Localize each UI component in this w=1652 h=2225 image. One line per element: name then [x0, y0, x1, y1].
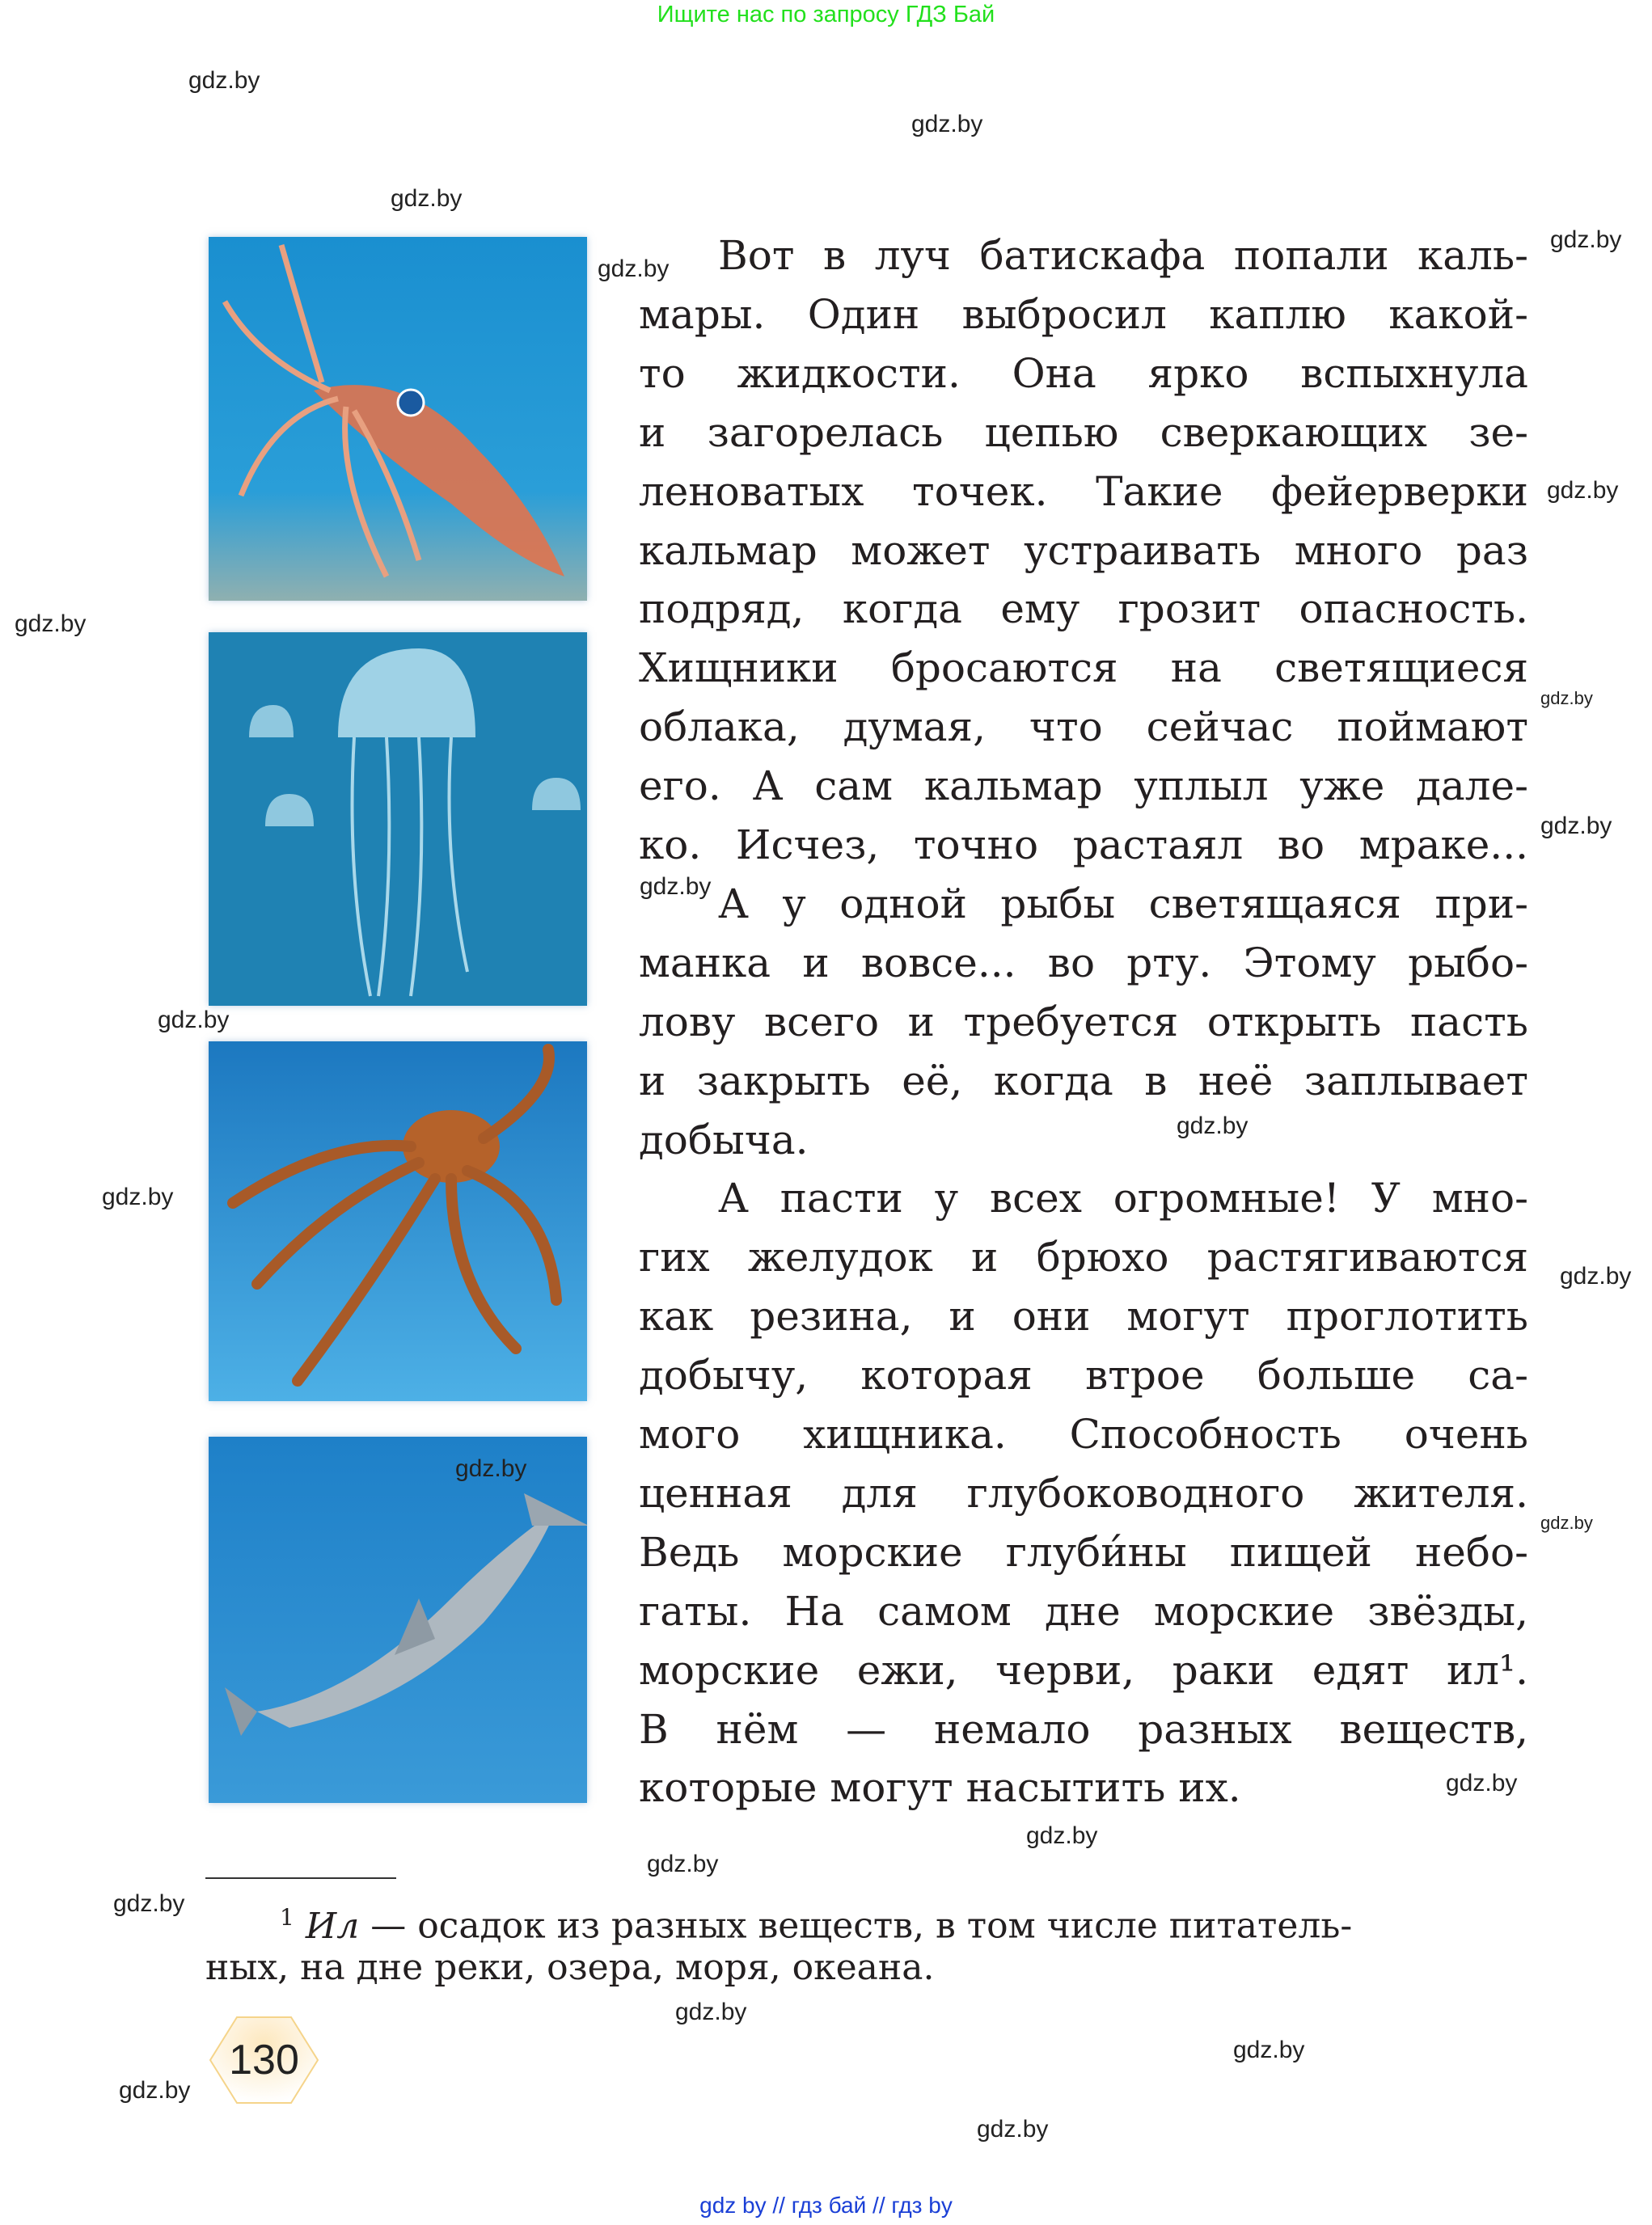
text-line: А пасти у всех огромные! У мно-	[718, 1175, 1528, 1222]
text-line: манка и вовсе... во рту. Этому рыбо-	[639, 939, 1528, 986]
text-line: и загорелась цепью сверкающих зе-	[639, 408, 1528, 456]
watermark: gdz.by	[119, 2077, 191, 2104]
watermark: gdz.by	[1233, 2037, 1305, 2063]
footer-links[interactable]: gdz by // гдз бай // гдз by	[699, 2193, 953, 2218]
watermark: gdz.by	[188, 67, 260, 94]
text-line: Хищники бросаются на светящиеся	[639, 644, 1528, 692]
text-line: А у одной рыбы светящаяся при-	[718, 880, 1528, 927]
text-line: мары. Один выбросил каплю какой-	[639, 290, 1528, 338]
page-number: 130	[229, 2037, 299, 2084]
watermark: gdz.by	[455, 1455, 527, 1482]
watermark: gdz.by	[1446, 1770, 1518, 1796]
footnote-marker: 1	[280, 1904, 294, 1931]
text-line: Ведь морские глуби́ны пищей небо-	[639, 1528, 1528, 1576]
text-line: как резина, и они могут проглотить	[639, 1293, 1528, 1340]
watermark: gdz.by	[1177, 1112, 1249, 1139]
watermark: gdz.by	[1540, 1513, 1593, 1533]
text-line: В нём — немало разных веществ,	[639, 1705, 1528, 1753]
watermark: gdz.by	[977, 2116, 1049, 2143]
watermark: gdz.by	[15, 610, 87, 637]
watermark: gdz.by	[598, 255, 670, 282]
octopus-photo	[209, 1041, 587, 1401]
watermark: gdz.by	[647, 1851, 719, 1877]
text-line: морские ежи, черви, раки едят ил¹.	[639, 1646, 1528, 1694]
text-line: то жидкости. Она ярко вспыхнула	[639, 349, 1528, 397]
text-line: лову всего и требуется открыть пасть	[639, 998, 1528, 1045]
text-line: и закрыть её, когда в неё заплывает	[639, 1057, 1528, 1104]
watermark: gdz.by	[102, 1184, 174, 1210]
footnote-line-1	[205, 1894, 1352, 1950]
watermark: gdz.by	[640, 873, 712, 900]
watermark: gdz.by	[113, 1890, 185, 1917]
text-line: облака, думая, что сейчас поймают	[639, 703, 1528, 751]
shark-photo	[209, 1437, 587, 1803]
watermark: gdz.by	[1026, 1822, 1098, 1849]
watermark: gdz.by	[1547, 477, 1619, 504]
text-line: кальмар может устраивать много раз	[639, 526, 1528, 574]
text-line: гих желудок и брюхо растягиваются	[639, 1234, 1528, 1281]
footnote-line-2: ных, на дне реки, озера, моря, океана.	[205, 1947, 935, 1988]
watermark: gdz.by	[675, 1999, 747, 2025]
text-line: ко. Исчез, точно растаял во мраке...	[639, 821, 1528, 868]
text-line: его. А сам кальмар уплыл уже дале-	[639, 762, 1528, 810]
jellyfish-photo	[209, 632, 587, 1006]
squid-photo	[209, 237, 587, 601]
footnote-term: Ил	[305, 1905, 360, 1947]
text-line: гаты. На самом дне морские звёзды,	[639, 1587, 1528, 1635]
watermark: gdz.by	[1540, 688, 1593, 708]
text-line: ценная для глубоководного жителя.	[639, 1469, 1528, 1517]
text-line: Вот в луч батискафа попали каль-	[718, 232, 1528, 279]
text-line: добычу, которая втрое больше са-	[639, 1352, 1528, 1400]
footnote-definition: — осадок из разных веществ, в том числе питатель-	[359, 1905, 1353, 1947]
top-banner: Ищите нас по запросу ГДЗ Бай	[657, 2, 995, 27]
text-line: которые могут насытить их.	[639, 1764, 1241, 1812]
watermark: gdz.by	[1560, 1263, 1632, 1290]
watermark: gdz.by	[158, 1007, 230, 1033]
watermark: gdz.by	[1540, 813, 1612, 839]
watermark: gdz.by	[391, 185, 463, 212]
watermark: gdz.by	[1550, 226, 1622, 253]
text-line: подряд, когда ему грозит опасность.	[639, 585, 1528, 633]
footnote-divider	[205, 1877, 396, 1879]
text-line: мого хищника. Способность очень	[639, 1411, 1528, 1458]
page-number-badge	[209, 2016, 319, 2105]
watermark: gdz.by	[911, 111, 983, 137]
text-line: добыча.	[639, 1116, 809, 1163]
text-line: леноватых точек. Такие фейерверки	[639, 467, 1528, 515]
